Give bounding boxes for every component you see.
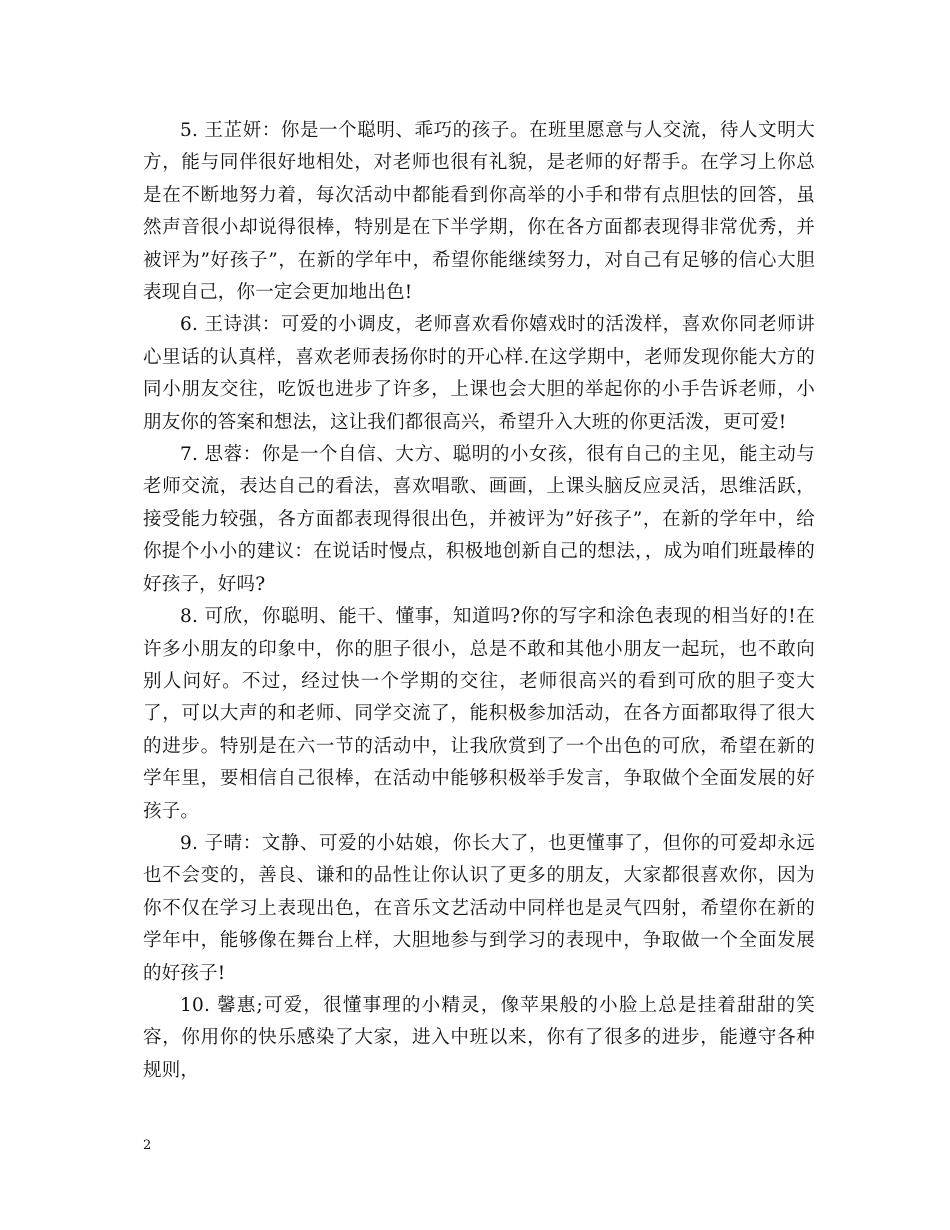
document-body <box>143 115 815 1087</box>
page-number: 2 <box>143 1138 152 1153</box>
paragraph-comment-5: 5. 王芷妍：你是一个聪明、乖巧的孩子。在班里愿意与人交流，待人文明大方，能与同伴很好地相处，对老师也很有礼貌，是老师的好帮手。在学习上你总是在不断地努力着，每次活动中都能看到你高举的小手和带有点胆怯的回答，虽然声音很小却说得很棒，特别是在下半学期，你在各方面都表现得非常优秀，并被评为”好孩子”，在新的学年中，希望你能继续努力，对自己有足够的信心大胆表现自己，你一定会更加地出色! <box>143 120 815 304</box>
paragraph-comment-7: 7. 思蓉：你是一个自信、大方、聪明的小女孩，很有自己的主见，能主动与老师交流，表达自己的看法，喜欢唱歌、画画，上课头脑反应灵活，思维活跃，接受能力较强，各方面都表现得很出色，并被评为”好孩子”，在新的学年中，给你提个小小的建议：在说话时慢点，积极地创新自己的想法，，成为咱们班最棒的好孩子，好吗? <box>143 444 815 595</box>
paragraph-comment-9: 9. 子晴：文静、可爱的小姑娘，你长大了，也更懂事了，但你的可爱却永远也不会变的，善良、谦和的品性让你认识了更多的朋友，大家都很喜欢你，因为你不仅在学习上表现出色，在音乐文艺活动中同样也是灵气四射，希望你在新的学年中，能够像在舞台上样，大胆地参与到学习的表现中，争取做一个全面发展的好孩子! <box>143 832 815 984</box>
paragraph-comment-6: 6. 王诗淇：可爱的小调皮，老师喜欢看你嬉戏时的活泼样，喜欢你同老师讲心里话的认真样，喜欢老师表扬你时的开心样.在这学期中，老师发现你能大方的同小朋友交往，吃饭也进步了许多，上课也会大胆的举起你的小手告诉老师，小朋友你的答案和想法，这让我们都很高兴，希望升入大班的你更活泼，更可爱! <box>143 314 815 433</box>
paragraph-comment-10: 10. 馨惠;可爱，很懂事理的小精灵，像苹果般的小脸上总是挂着甜甜的笑容，你用你的快乐感染了大家，进入中班以来，你有了很多的进步，能遵守各种规则， <box>143 994 815 1081</box>
paragraph-comment-8: 8. 可欣，你聪明、能干、懂事，知道吗?你的写字和涂色表现的相当好的!在许多小朋友的印象中，你的胆子很小，总是不敢和其他小朋友一起玩，也不敢向别人问好。不过，经过快一个学期的交往，老师很高兴的看到可欣的胆子变大了，可以大声的和老师、同学交流了，能积极参加活动，在各方面都取得了很大的进步。特别是在六一节的活动中，让我欣赏到了一个出色的可欣，希望在新的学年里，要相信自己很棒，在活动中能够积极举手发言，争取做个全面发展的好孩子。 <box>143 606 815 822</box>
